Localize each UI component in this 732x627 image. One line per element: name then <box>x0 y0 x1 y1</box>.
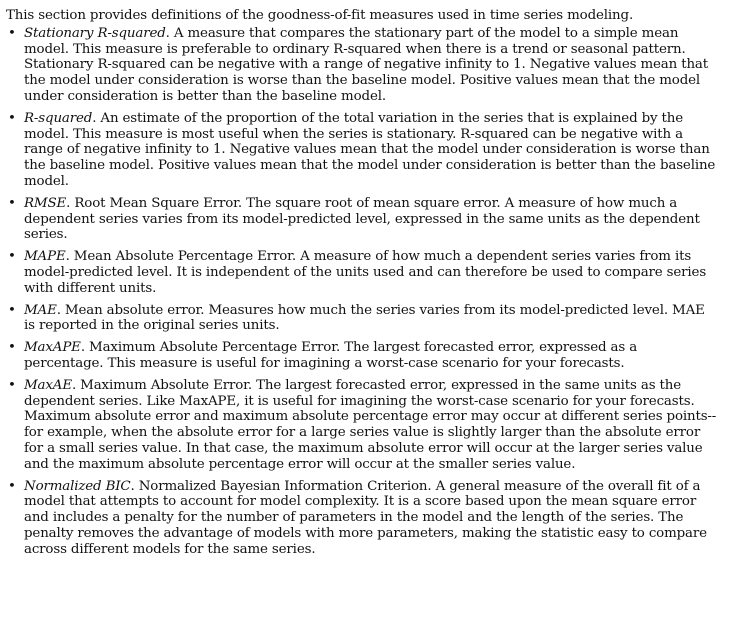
definition-text: . Root Mean Square Error. The square root of mean square error. A measure of how much a dependent series varies from its model-predicted level, expressed in the same units as the dependent series. <box>24 195 700 243</box>
definition-text: . Mean absolute error. Measures how much the series varies from its model-predicted level. MAE is reported in the original series units. <box>24 302 705 334</box>
definition-item-normalized-bic <box>6 479 718 558</box>
definition-term: MaxAPE <box>24 340 81 356</box>
bullet-icon: • <box>8 302 16 318</box>
bullet-icon: • <box>8 25 16 41</box>
definition-list <box>6 26 718 558</box>
definition-text: . Maximum Absolute Percentage Error. The largest forecasted error, expressed as a percentage. This measure is useful for imagining a worst-case scenario for your forecasts. <box>24 340 638 371</box>
bullet-icon: • <box>8 377 16 393</box>
definition-item-mape <box>6 249 718 296</box>
definition-item-maxape <box>6 340 718 372</box>
bullet-icon: • <box>8 340 16 356</box>
definition-item-maxae <box>6 378 718 473</box>
intro-paragraph: This section provides definitions of the goodness-of-fit measures used in time series modeling. <box>6 8 634 23</box>
bullet-icon: • <box>8 195 16 211</box>
definition-term: Stationary R-squared <box>24 25 166 41</box>
definition-term: RMSE <box>24 195 67 211</box>
definition-text: . Maximum Absolute Error. The largest forecasted error, expressed in the same units as the dependent series. Like MaxAPE, it is useful for imagining the worst-case scenario for your forecasts. Maximum absolute error and maximum absolute percentage error may occur at different series points--for example, when the absolute error for a large series value is slightly larger than the absolute error for a small series value. In that case, the maximum absolute error will occur at the larger series value and the maximum absolute percentage error will occur at the smaller series value. <box>24 377 717 472</box>
definition-term: Normalized BIC <box>24 478 131 494</box>
definition-text: . An estimate of the proportion of the total variation in the series that is explained by the model. This measure is most useful when the series is stationary. R-squared can be negative with a range of negative infinity to 1. Negative values mean that the model under consideration is worse than the baseline model. Positive values mean that the model under consideration is better than the baseline model. <box>24 110 716 189</box>
definition-term: R-squared <box>24 110 93 126</box>
definition-term: MAE <box>24 302 57 318</box>
definition-term: MaxAE <box>24 377 72 393</box>
definition-text: . Mean Absolute Percentage Error. A measure of how much a dependent series varies from its model-predicted level. It is independent of the units used and can therefore be used to compare series with different units. <box>24 249 707 296</box>
definition-item-stationary-r-squared <box>6 26 718 105</box>
bullet-icon: • <box>8 110 16 126</box>
definition-item-rmse <box>6 196 718 243</box>
definition-term: MAPE <box>24 249 66 265</box>
definition-item-mae <box>6 303 718 335</box>
bullet-icon: • <box>8 478 16 494</box>
definition-text: . A measure that compares the stationary part of the model to a simple mean model. This measure is preferable to ordinary R-squared when there is a trend or seasonal pattern. Stationary R-squared can be negative with a range of negative infinity to 1. Negative values mean that the model under consideration is worse than the baseline model. Positive values mean that the model under consideration is better than the baseline model. <box>24 25 708 104</box>
definition-item-r-squared <box>6 111 718 190</box>
bullet-icon: • <box>8 249 16 265</box>
definition-text: . Normalized Bayesian Information Criterion. A general measure of the overall fit of a model that attempts to account for model complexity. It is a score based upon the mean square error and includes a penalty for the number of parameters in the model and the length of the series. The penalty removes the advantage of models with more parameters, making the statistic easy to compare across different models for the same series. <box>24 478 707 557</box>
